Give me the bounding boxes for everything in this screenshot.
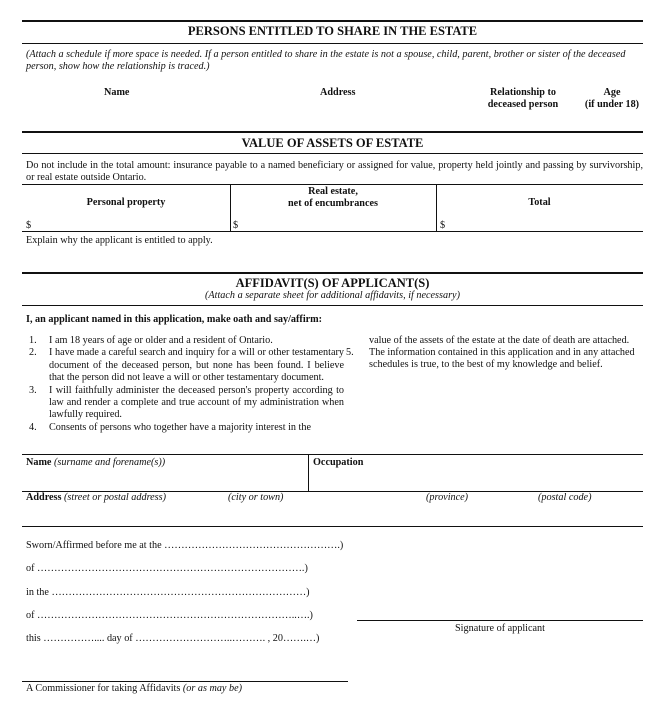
col-age: Age (if under 18) (584, 87, 640, 111)
top-rule (22, 20, 643, 22)
address-label: Address (26, 492, 62, 503)
in-the-line: in the …………………………………………………………………) (26, 587, 310, 598)
real-currency: $ (233, 220, 239, 231)
persons-title: PERSONS ENTITLED TO SHARE IN THE ESTATE (187, 24, 478, 38)
col-relationship: Relationship to deceased person (487, 87, 559, 111)
affidavit-top-rule (22, 272, 643, 274)
of-line-2: of …………………………………………………………………..….) (26, 610, 313, 621)
affidavit-item: 3. I will faithfully administer the deceased person's property according to law and render a complete and true account of my administration when lawfully required. (29, 384, 344, 421)
assets-table-top (22, 184, 643, 185)
name-field[interactable] (26, 457, 165, 469)
of-line: of …………………………………………………………………….) (26, 563, 308, 574)
personal-currency: $ (26, 220, 32, 231)
name-row-top (22, 454, 643, 455)
persons-note: (Attach a schedule if more space is needed. If a person entitled to share in the estate is not a spouse, child, parent, brother or sister of the deceased person, show how the relationship is traced.) (26, 49, 626, 73)
date-line: this …………….... day of ………………………..………. , 20…….…) (26, 633, 320, 644)
signature-label: Signature of applicant (455, 623, 545, 634)
name-hint: (surname and forename(s)) (54, 457, 166, 468)
address-hint: (street or postal address) (64, 492, 166, 503)
divider (22, 305, 643, 306)
affidavit-subtitle: (Attach a separate sheet for additional affidavits, if necessary) (205, 290, 460, 301)
item5-text: The information contained in this application and in any attached schedules is true, to the best of my knowledge and belief. (369, 347, 635, 371)
affidavit-item: 1. I am 18 years of age or older and a resident of Ontario. (29, 335, 273, 346)
affidavit-title: AFFIDAVIT(S) OF APPLICANT(S) (235, 276, 430, 290)
assets-table-bottom (22, 231, 643, 232)
address-row-bottom (22, 526, 643, 527)
affidavit-intro: I, an applicant named in this application, make oath and say/affirm: (26, 314, 323, 325)
affidavit-item: 2. I have made a careful search and inquiry for a will or other testamentary document of the deceased person, but none has been found. I believe that the person did not leave a will or other testamentary document. (29, 347, 344, 384)
province-hint: (province) (426, 492, 469, 503)
commissioner-label: A Commissioner for taking Affidavits (or as may be) (26, 683, 243, 694)
divider (22, 43, 643, 44)
explain-text: Explain why the applicant is entitled to apply. (26, 235, 213, 246)
name-label: Name (26, 457, 52, 468)
occupation-field[interactable]: Occupation (313, 457, 364, 468)
col-real-estate: Real estate, net of encumbrances (288, 186, 378, 210)
city-hint: (city or town) (228, 492, 284, 503)
item5-number: 5. (346, 347, 354, 358)
assets-top-rule (22, 131, 643, 133)
col-total: Total (528, 197, 551, 208)
item4-continued: value of the assets of the estate at the date of death are attached. (369, 335, 630, 346)
name-occupation-divider (308, 454, 309, 492)
postal-code-hint: (postal code) (538, 492, 592, 503)
affidavit-item: 4. Consents of persons who together have a majority interest in the (29, 421, 311, 433)
address-field[interactable] (26, 492, 166, 504)
assets-title: VALUE OF ASSETS OF ESTATE (241, 136, 424, 150)
col-name: Name (104, 87, 130, 98)
commissioner-line[interactable] (22, 681, 348, 682)
assets-note: Do not include in the total amount: insurance payable to a named beneficiary or assigned for value, property held jointly and passing by survivorship, or real estate outside Ontario. (26, 160, 643, 184)
divider (22, 153, 643, 154)
col-address: Address (320, 87, 356, 98)
sworn-at-line: Sworn/Affirmed before me at the …………………………………………….) (26, 540, 344, 551)
col-personal-property: Personal property (86, 197, 166, 208)
affidavit-items (26, 335, 344, 434)
signature-line[interactable] (357, 620, 643, 621)
total-currency: $ (440, 220, 446, 231)
